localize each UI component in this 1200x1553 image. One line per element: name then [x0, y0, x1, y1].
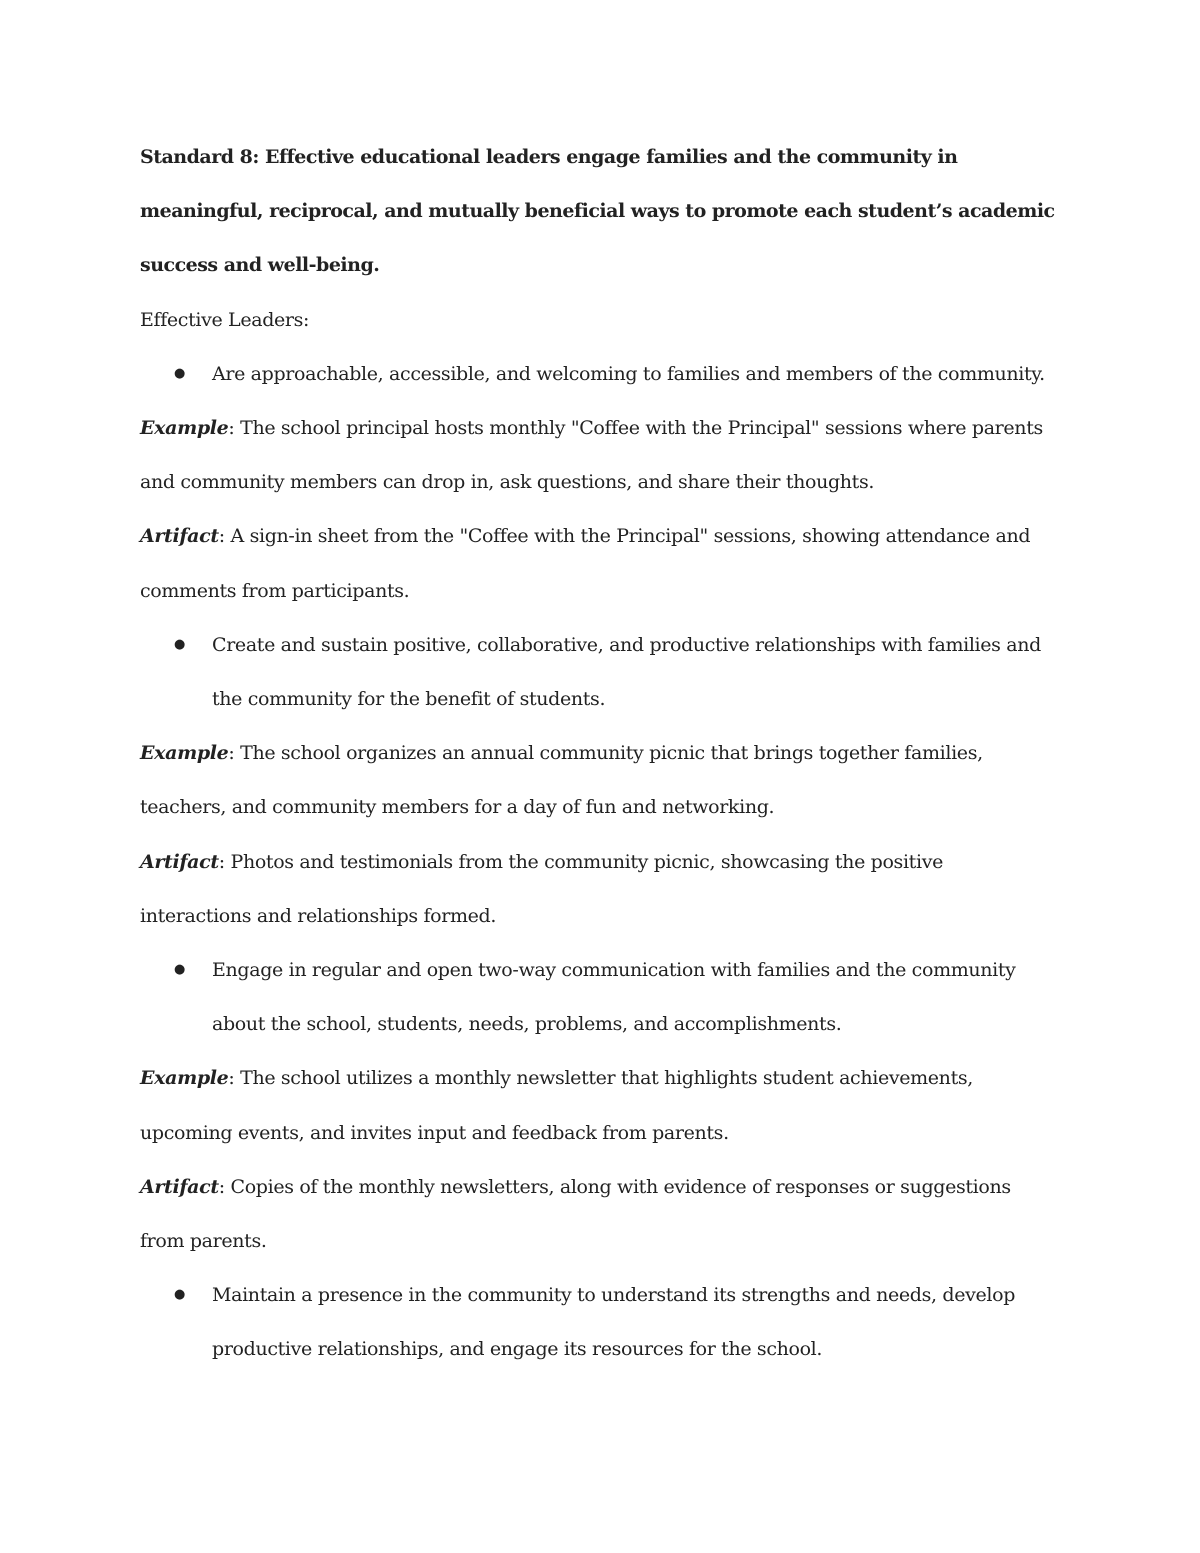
example-text: upcoming events, and invites input and feedback from parents. — [140, 1121, 729, 1144]
bullet-text: Are approachable, accessible, and welcoming to families and members of the community. — [212, 362, 1045, 385]
bullet-item — [140, 618, 1070, 672]
example-label: Example — [140, 742, 229, 765]
example-label: Example — [140, 417, 229, 440]
bullet-text: Maintain a presence in the community to understand its strengths and needs, develop — [212, 1284, 1016, 1307]
example-text: teachers, and community members for a day of fun and networking. — [140, 796, 775, 819]
bullet-text: productive relationships, and engage its resources for the school. — [212, 1338, 823, 1361]
bullet-text: about the school, students, needs, problems, and accomplishments. — [212, 1013, 842, 1036]
standard-element-2 — [140, 618, 1070, 943]
bullet-item — [140, 943, 1070, 997]
artifact-text: : A sign-in sheet from the "Coffee with the Principal" sessions, showing attendance and — [218, 525, 1031, 548]
example-paragraph — [140, 726, 1070, 780]
standard-element-3 — [140, 943, 1070, 1268]
artifact-text: : Photos and testimonials from the community picnic, showcasing the positive — [218, 850, 943, 873]
artifact-text: from parents. — [140, 1230, 267, 1253]
artifact-label: Artifact — [140, 850, 219, 873]
bullet-item — [140, 347, 1070, 401]
bullet-icon: ● — [174, 365, 185, 381]
bullet-icon: ● — [174, 962, 185, 978]
bullet-icon: ● — [174, 636, 185, 652]
example-text: : The school principal hosts monthly "Coffee with the Principal" sessions where parents — [228, 417, 1043, 440]
example-text: : The school utilizes a monthly newsletter that highlights student achievements, — [228, 1067, 973, 1090]
heading-line: meaningful, reciprocal, and mutually beneficial ways to promote each student’s academic — [140, 200, 1055, 223]
bullet-text: the community for the benefit of students. — [212, 688, 606, 711]
intro-label: Effective Leaders: — [140, 308, 310, 331]
artifact-paragraph — [140, 509, 1070, 563]
standard-heading — [140, 130, 1070, 293]
artifact-text: comments from participants. — [140, 579, 410, 602]
bullet-item — [140, 1268, 1070, 1322]
artifact-label: Artifact — [140, 525, 219, 548]
document-body — [140, 130, 1070, 1377]
artifact-paragraph — [140, 1160, 1070, 1214]
heading-line: success and well-being. — [140, 254, 380, 277]
artifact-paragraph — [140, 835, 1070, 889]
bullet-text: Create and sustain positive, collaborative, and productive relationships with families and — [212, 633, 1041, 656]
bullet-icon: ● — [174, 1287, 185, 1303]
example-text: : The school organizes an annual community picnic that brings together families, — [228, 742, 983, 765]
bullet-text: Engage in regular and open two-way communication with families and the community — [212, 959, 1016, 982]
example-text: and community members can drop in, ask questions, and share their thoughts. — [140, 471, 875, 494]
heading-line: Standard 8: Effective educational leaders engage families and the community in — [140, 146, 958, 168]
standard-element-1 — [140, 347, 1070, 618]
artifact-text: interactions and relationships formed. — [140, 904, 497, 927]
example-label: Example — [140, 1067, 229, 1090]
artifact-text: : Copies of the monthly newsletters, along with evidence of responses or suggestions — [218, 1175, 1011, 1198]
standard-element-4 — [140, 1268, 1070, 1376]
artifact-label: Artifact — [140, 1175, 219, 1198]
example-paragraph — [140, 1051, 1070, 1105]
example-paragraph — [140, 401, 1070, 455]
